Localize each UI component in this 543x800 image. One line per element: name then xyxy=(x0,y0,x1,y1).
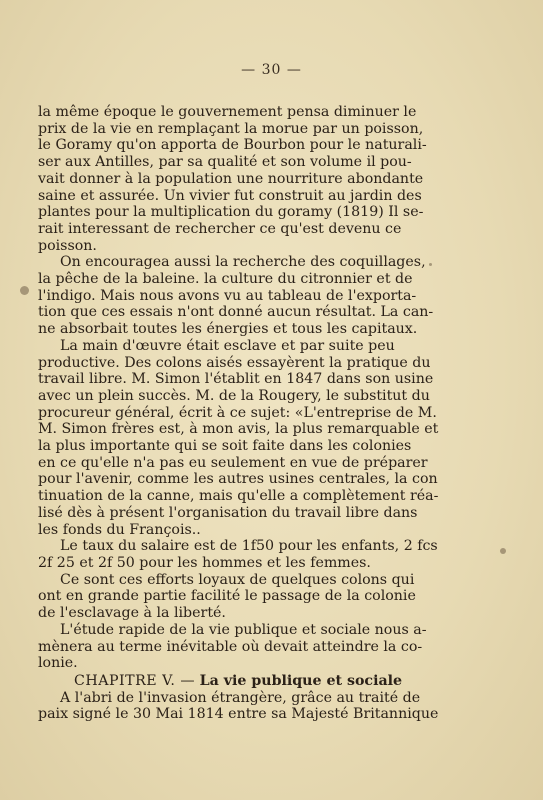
text-line: avec un plein succès. M. de la Rougery, le substitut du xyxy=(38,387,430,404)
text-line: pour l'avenir, comme les autres usines centrales, la con xyxy=(38,471,438,488)
ink-spot xyxy=(20,286,29,295)
text-line: tion que ces essais n'ont donné aucun résultat. La can- xyxy=(38,304,434,321)
text-line: productive. Des colons aisés essayèrent la pratique du xyxy=(38,354,431,371)
ink-spot xyxy=(429,263,432,266)
text-line: la plus importante qui se soit faite dans les colonies xyxy=(38,438,412,455)
text-line: M. Simon frères est, à mon avis, la plus remarquable et xyxy=(38,421,439,438)
text-line: prix de la vie en remplaçant la morue par un poisson, xyxy=(38,120,424,137)
text-line: saine et assurée. Un vivier fut construit au jardin des xyxy=(38,187,422,204)
page-number: — 30 — xyxy=(241,62,302,78)
text-line: rait interessant de rechercher ce qu'est devenu ce xyxy=(38,220,402,237)
chapter-label: CHAPITRE V. — xyxy=(74,672,196,689)
text-line: l'indigo. Mais nous avons vu au tableau de l'exporta- xyxy=(38,287,417,304)
text-line: ont en grande partie facilité le passage de la colonie xyxy=(38,588,416,605)
text-line: mènera au terme inévitable où devait atteindre la co- xyxy=(38,638,423,655)
text-line: la pêche de la baleine. la culture du citronnier et de xyxy=(38,271,413,288)
paragraph xyxy=(38,622,504,672)
text-line: plantes pour la multiplication du goramy (1819) Il se- xyxy=(38,204,424,221)
paragraph xyxy=(38,572,504,622)
paragraph xyxy=(38,338,504,538)
chapter-heading xyxy=(38,673,504,690)
text-line: procureur général, écrit à ce sujet: «L'entreprise de M. xyxy=(38,404,437,421)
final-paragraph xyxy=(38,690,504,723)
text-line: lisé dès à présent l'organisation du travail libre dans xyxy=(38,504,418,521)
text-line: en ce qu'elle n'a pas eu seulement en vue de préparer xyxy=(38,454,428,471)
text-line: les fonds du François.. xyxy=(38,521,201,538)
text-line: vait donner à la population une nourriture abondante xyxy=(38,170,424,187)
text-line: tinuation de la canne, mais qu'elle a complètement réa- xyxy=(38,488,439,505)
text-line: travail libre. M. Simon l'établit en 1847 dans son usine xyxy=(38,371,434,388)
paragraph xyxy=(38,104,504,254)
ink-spot xyxy=(500,548,506,554)
text-line: paix signé le 30 Mai 1814 entre sa Majesté Britannique xyxy=(38,706,439,723)
paragraph xyxy=(38,538,504,571)
text-line: lonie. xyxy=(38,655,78,672)
text-line: poisson. xyxy=(38,237,97,254)
text-line: la même époque le gouvernement pensa diminuer le xyxy=(38,104,417,120)
text-line: Le taux du salaire est de 1f50 pour les enfants, 2 fcs xyxy=(60,538,438,555)
paragraph-list xyxy=(38,104,504,672)
text-line: Ce sont ces efforts loyaux de quelques colons qui xyxy=(60,571,415,588)
paragraph xyxy=(38,254,504,338)
text-line: A l'abri de l'invasion étrangère, grâce au traité de xyxy=(60,689,421,706)
text-line: 2f 25 et 2f 50 pour les hommes et les femmes. xyxy=(38,554,371,571)
body-text xyxy=(38,104,504,723)
text-line: le Goramy qu'on apporta de Bourbon pour le naturali- xyxy=(38,137,427,154)
chapter-title: La vie publique et sociale xyxy=(199,672,403,689)
text-line: La main d'œuvre était esclave et par suite peu xyxy=(60,337,395,354)
text-line: L'étude rapide de la vie publique et sociale nous a- xyxy=(60,621,427,638)
text-line: ser aux Antilles, par sa qualité et son volume il pou- xyxy=(38,154,412,171)
text-line: On encouragea aussi la recherche des coquillages, xyxy=(60,254,426,271)
text-line: de l'esclavage à la liberté. xyxy=(38,605,226,622)
text-line: ne absorbait toutes les énergies et tous les capitaux. xyxy=(38,321,418,338)
